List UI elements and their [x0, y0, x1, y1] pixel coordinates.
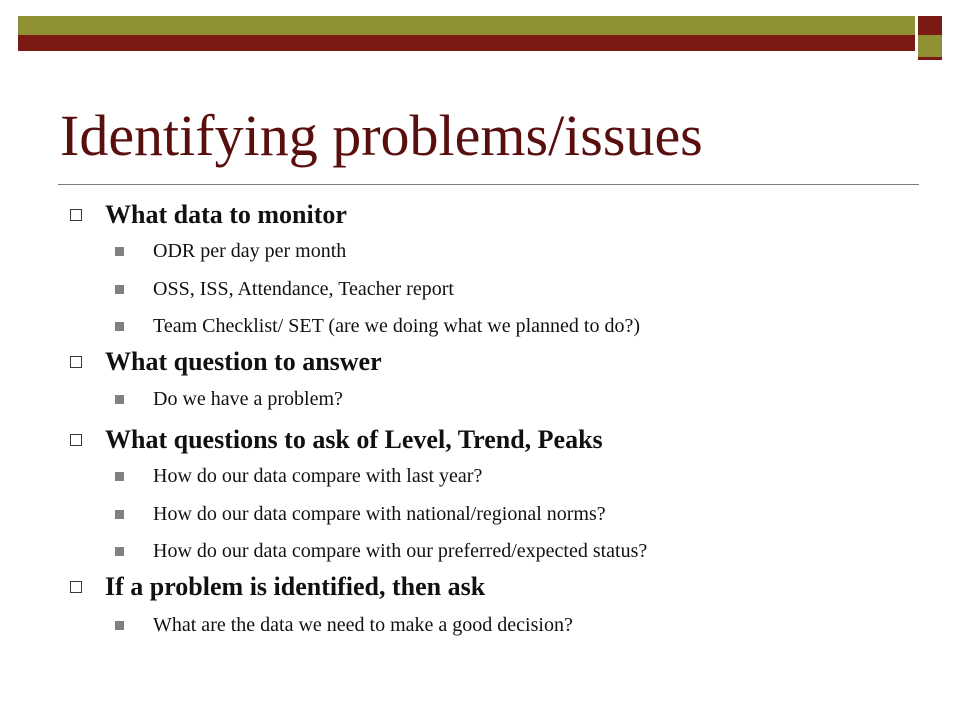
section-heading-text: What data to monitor	[105, 200, 347, 229]
list-item-text: ODR per day per month	[153, 239, 347, 262]
list-item-text: Team Checklist/ SET (are we doing what we planned to do?)	[153, 314, 640, 337]
hollow-square-bullet-icon	[70, 356, 82, 368]
list-item-text: What are the data we need to make a good decision?	[153, 613, 573, 636]
list-item-text: How do our data compare with last year?	[153, 464, 483, 487]
list-item	[115, 610, 573, 640]
list-item-text: Do we have a problem?	[153, 387, 343, 410]
hollow-square-bullet-icon	[70, 581, 82, 593]
section-heading	[70, 567, 485, 607]
hollow-square-bullet-icon	[70, 434, 82, 446]
filled-square-bullet-icon	[115, 395, 124, 404]
list-item	[115, 236, 346, 266]
filled-square-bullet-icon	[115, 472, 124, 481]
list-item	[115, 461, 482, 491]
filled-square-bullet-icon	[115, 547, 124, 556]
section-heading	[70, 195, 347, 235]
filled-square-bullet-icon	[115, 285, 124, 294]
filled-square-bullet-icon	[115, 322, 124, 331]
section-heading-text: If a problem is identified, then ask	[105, 572, 486, 601]
list-item	[115, 311, 640, 341]
list-item	[115, 536, 647, 566]
hollow-square-bullet-icon	[70, 209, 82, 221]
filled-square-bullet-icon	[115, 621, 124, 630]
section-heading-text: What questions to ask of Level, Trend, Peaks	[105, 425, 603, 454]
section-heading	[70, 420, 603, 460]
filled-square-bullet-icon	[115, 510, 124, 519]
list-item-text: OSS, ISS, Attendance, Teacher report	[153, 277, 454, 300]
list-item	[115, 384, 343, 414]
list-item-text: How do our data compare with national/regional norms?	[153, 502, 606, 525]
filled-square-bullet-icon	[115, 247, 124, 256]
list-item	[115, 274, 454, 304]
section-heading-text: What question to answer	[105, 347, 382, 376]
slide-title: Identifying problems/issues	[60, 103, 703, 168]
section-heading	[70, 342, 382, 382]
list-item-text: How do our data compare with our preferred/expected status?	[153, 539, 648, 562]
list-item	[115, 499, 606, 529]
